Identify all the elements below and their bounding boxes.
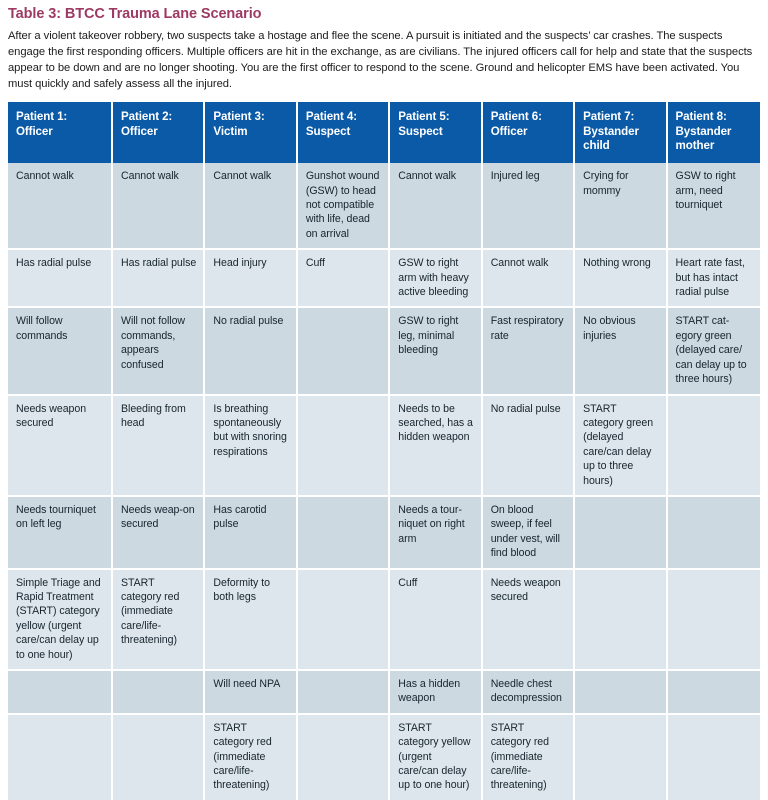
table-cell: Has radial pulse bbox=[8, 250, 113, 308]
table-cell: Needs tourniquet on left leg bbox=[8, 497, 113, 570]
table-row bbox=[8, 570, 760, 671]
table-cell: Injured leg bbox=[483, 163, 575, 250]
table-cell bbox=[575, 715, 667, 800]
table-cell bbox=[575, 671, 667, 715]
column-header-patient-6: Patient 6: Officer bbox=[483, 102, 575, 163]
table-cell: Nothing wrong bbox=[575, 250, 667, 308]
table-cell: Gunshot wound (GSW) to head not compatible with life, dead on arrival bbox=[298, 163, 390, 250]
table-cell bbox=[298, 396, 390, 497]
table-cell bbox=[8, 715, 113, 800]
table-cell bbox=[298, 570, 390, 671]
table-cell: START category red (immediate care/life-threatening) bbox=[483, 715, 575, 800]
table-cell: Will not follow commands, appears confused bbox=[113, 308, 205, 395]
column-header-patient-8: Patient 8: Bystander mother bbox=[668, 102, 760, 163]
table-cell: GSW to right arm with heavy active bleeding bbox=[390, 250, 482, 308]
table-cell: Cuff bbox=[390, 570, 482, 671]
table-cell: GSW to right arm, need tourniquet bbox=[668, 163, 760, 250]
table-cell bbox=[298, 715, 390, 800]
table-body bbox=[8, 163, 760, 800]
table-cell: Simple Triage and Rapid Treatment (START) category yellow (urgent care/can delay up to one hour) bbox=[8, 570, 113, 671]
table-cell bbox=[298, 497, 390, 570]
column-header-patient-4: Patient 4: Suspect bbox=[298, 102, 390, 163]
page-title: Table 3: BTCC Trauma Lane Scenario bbox=[8, 6, 262, 22]
table-cell: Will follow commands bbox=[8, 308, 113, 395]
table-cell: START category green (delayed care/can delay up to three hours) bbox=[575, 396, 667, 497]
table-row bbox=[8, 497, 760, 570]
table-cell: Needs a tour-niquet on right arm bbox=[390, 497, 482, 570]
table-cell: Head injury bbox=[205, 250, 297, 308]
table-container bbox=[8, 102, 760, 800]
table-cell bbox=[668, 715, 760, 800]
table-cell: Cannot walk bbox=[483, 250, 575, 308]
table-cell: START category yellow (urgent care/can delay up to one hour) bbox=[390, 715, 482, 800]
table-cell: Needs weapon secured bbox=[8, 396, 113, 497]
table-cell: Cuff bbox=[298, 250, 390, 308]
table-cell: Cannot walk bbox=[390, 163, 482, 250]
column-header-patient-7: Patient 7: Bystander child bbox=[575, 102, 667, 163]
table-cell: Needs to be searched, has a hidden weapon bbox=[390, 396, 482, 497]
table-row bbox=[8, 715, 760, 800]
table-cell bbox=[668, 671, 760, 715]
table-cell bbox=[668, 396, 760, 497]
table-cell: Has radial pulse bbox=[113, 250, 205, 308]
table-cell bbox=[668, 570, 760, 671]
table-cell: Is breathing spontaneously but with snoring respirations bbox=[205, 396, 297, 497]
table-cell bbox=[298, 308, 390, 395]
table-cell bbox=[668, 497, 760, 570]
table-cell: Fast respiratory rate bbox=[483, 308, 575, 395]
table-cell: No radial pulse bbox=[483, 396, 575, 497]
scenario-description: After a violent takeover robbery, two suspects take a hostage and flee the scene. A pursuit is initiated and the suspects’ car crashes. The suspects engage the first responding officers. Multiple officers are hit in the exchange, as are civilians. The injured officers call for help and state that the suspects appear to be down and are no longer shooting. You are the first officer to respond to the scene. Ground and helicopter EMS have been activated. You must quickly and safely assess all the injured. bbox=[8, 30, 753, 90]
table-cell bbox=[575, 570, 667, 671]
table-header bbox=[8, 102, 760, 163]
column-header-patient-2: Patient 2: Officer bbox=[113, 102, 205, 163]
table-row bbox=[8, 250, 760, 308]
table-cell: Deformity to both legs bbox=[205, 570, 297, 671]
table-header-row bbox=[8, 102, 760, 163]
table-cell: Crying for mommy bbox=[575, 163, 667, 250]
table-cell bbox=[8, 671, 113, 715]
table-cell: Heart rate fast, but has intact radial pulse bbox=[668, 250, 760, 308]
table-cell: START cat-egory green (delayed care/ can delay up to three hours) bbox=[668, 308, 760, 395]
table-cell: START category red (immediate care/life-threatening) bbox=[113, 570, 205, 671]
table-cell: Has carotid pulse bbox=[205, 497, 297, 570]
table-row bbox=[8, 671, 760, 715]
table-cell bbox=[113, 715, 205, 800]
table-cell: Needs weap-on secured bbox=[113, 497, 205, 570]
table-cell: No radial pulse bbox=[205, 308, 297, 395]
table-row bbox=[8, 163, 760, 250]
table-cell: Needle chest decompression bbox=[483, 671, 575, 715]
table-cell: On blood sweep, if feel under vest, will find blood bbox=[483, 497, 575, 570]
table-cell: Will need NPA bbox=[205, 671, 297, 715]
table-cell: GSW to right leg, minimal bleeding bbox=[390, 308, 482, 395]
table-cell bbox=[113, 671, 205, 715]
table-cell: No obvious injuries bbox=[575, 308, 667, 395]
table-cell bbox=[575, 497, 667, 570]
column-header-patient-3: Patient 3: Victim bbox=[205, 102, 297, 163]
table-cell: Cannot walk bbox=[8, 163, 113, 250]
trauma-lane-table bbox=[8, 102, 760, 800]
table-cell: Has a hidden weapon bbox=[390, 671, 482, 715]
table-cell bbox=[298, 671, 390, 715]
table-cell: Cannot walk bbox=[205, 163, 297, 250]
table-cell: Bleeding from head bbox=[113, 396, 205, 497]
column-header-patient-1: Patient 1: Officer bbox=[8, 102, 113, 163]
table-row bbox=[8, 396, 760, 497]
table-row bbox=[8, 308, 760, 395]
table-cell: START category red (immediate care/life-threatening) bbox=[205, 715, 297, 800]
table-cell: Cannot walk bbox=[113, 163, 205, 250]
column-header-patient-5: Patient 5: Suspect bbox=[390, 102, 482, 163]
table-cell: Needs weapon secured bbox=[483, 570, 575, 671]
